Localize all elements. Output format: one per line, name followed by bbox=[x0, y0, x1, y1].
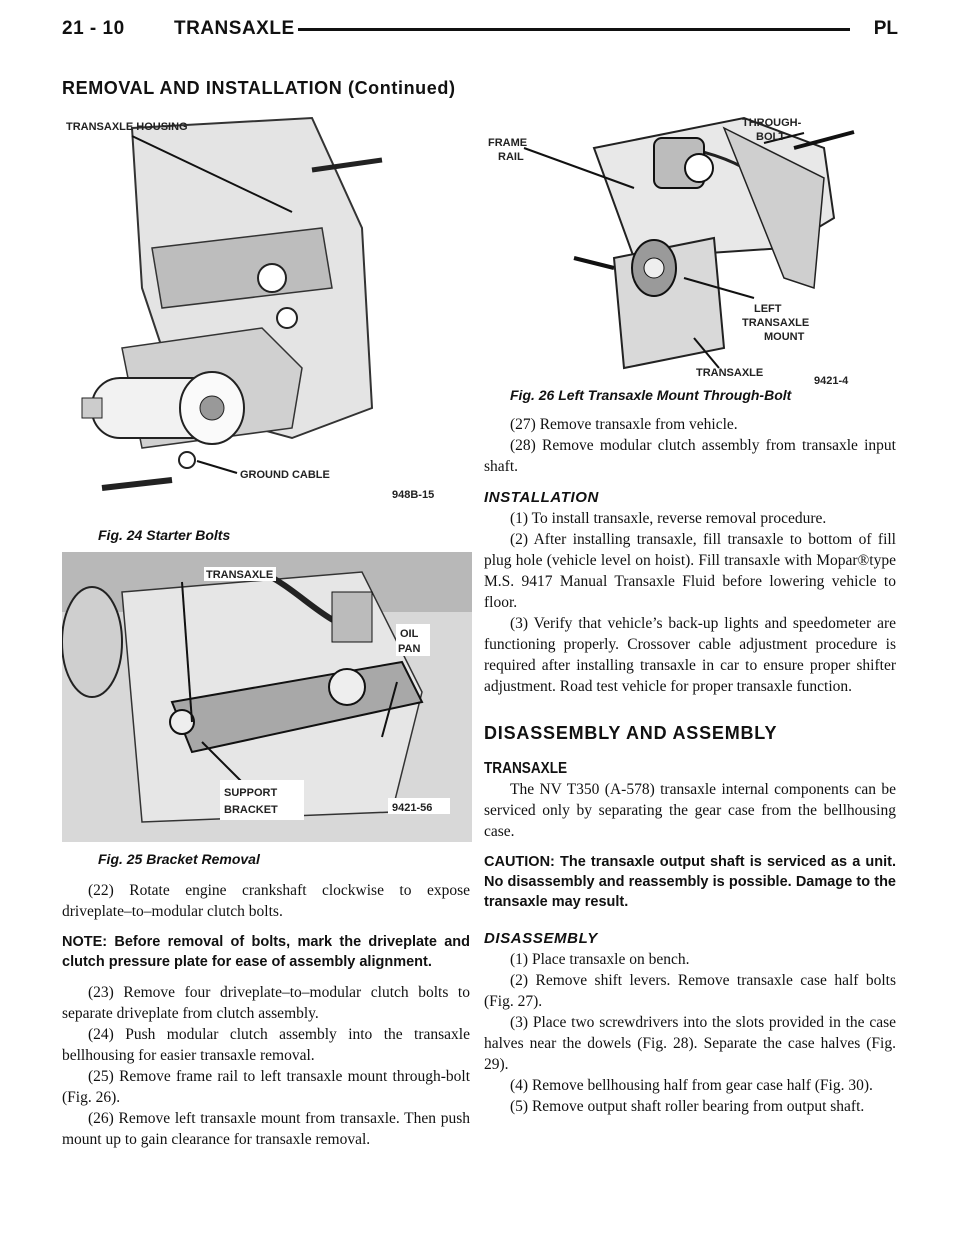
figure-caption: Fig. 25 Bracket Removal bbox=[98, 851, 260, 867]
figure-bracket-removal bbox=[62, 552, 472, 842]
label-frame: FRAME bbox=[488, 137, 528, 149]
step-22: (22) Rotate engine crankshaft clockwise to expose driveplate–to–modular clutch bolts. bbox=[62, 882, 470, 920]
label-transaxle: TRANSAXLE bbox=[696, 367, 764, 379]
starter-bolts-illustration bbox=[62, 108, 472, 518]
step-28: (28) Remove modular clutch assembly from transaxle input shaft. bbox=[484, 437, 896, 475]
label-oil: OIL bbox=[400, 628, 419, 640]
label-transaxle: TRANSAXLE bbox=[206, 569, 274, 581]
section-subheader: REMOVAL AND INSTALLATION (Continued) bbox=[62, 78, 456, 98]
install-step-1: (1) To install transaxle, reverse removal procedure. bbox=[510, 510, 827, 527]
heading-transaxle: TRANSAXLE bbox=[484, 760, 568, 777]
label-through: THROUGH- bbox=[742, 117, 802, 129]
heading-installation: INSTALLATION bbox=[484, 489, 599, 506]
install-step-2: (2) After installing transaxle, fill transaxle to bottom of fill plug hole (vehicle level on hoist). Fill transaxle with Mopar®type M.S. 9417 Manual Transaxle Fluid before lowering vehicle to floor. bbox=[484, 531, 896, 611]
figure-starter-bolts bbox=[62, 108, 472, 518]
figure-caption: Fig. 24 Starter Bolts bbox=[98, 527, 231, 543]
figure-code: 9421-56 bbox=[392, 802, 433, 814]
disassembly-step-3: (3) Place two screwdrivers into the slots provided in the case halves near the dowels (Fig. 28). Separate the case halves (Fig. 29). bbox=[484, 1014, 896, 1073]
right-column bbox=[484, 414, 896, 1117]
label-rail: RAIL bbox=[498, 151, 524, 163]
figure-code: 9421-4 bbox=[814, 375, 849, 387]
header-rule bbox=[298, 28, 850, 31]
section-title: TRANSAXLE bbox=[174, 18, 295, 39]
bracket-removal-illustration bbox=[62, 552, 472, 842]
label-transaxle-housing: TRANSAXLE HOUSING bbox=[66, 121, 188, 133]
label-mount: MOUNT bbox=[764, 331, 805, 343]
disassembly-step-1: (1) Place transaxle on bench. bbox=[510, 951, 690, 968]
left-column bbox=[62, 880, 470, 1150]
disassembly-step-5: (5) Remove output shaft roller bearing from output shaft. bbox=[510, 1098, 865, 1115]
heading-disassembly: DISASSEMBLY bbox=[484, 930, 598, 947]
label-transaxle-mount: TRANSAXLE bbox=[742, 317, 810, 329]
install-step-3: (3) Verify that vehicle’s back-up lights and speedometer are functioning properly. Crossover cable adjustment procedure is required after installing transaxle in car to ensure proper shifter adjustment. Road test vehicle for proper transaxle function. bbox=[484, 615, 896, 695]
figure-code: 948B-15 bbox=[392, 489, 435, 501]
caution-output-shaft: CAUTION: The transaxle output shaft is serviced as a unit. No disassembly and reassembly is possible. Damage to the transaxle may result. bbox=[484, 854, 896, 910]
step-24: (24) Push modular clutch assembly into the transaxle bellhousing for easier transaxle removal. bbox=[62, 1026, 470, 1064]
disassembly-step-2: (2) Remove shift levers. Remove transaxle case half bolts (Fig. 27). bbox=[484, 972, 896, 1010]
transaxle-intro: The NV T350 (A-578) transaxle internal components can be serviced only by separating the gear case from the bellhousing case. bbox=[484, 781, 896, 840]
disassembly-step-4: (4) Remove bellhousing half from gear case half (Fig. 30). bbox=[510, 1077, 873, 1094]
step-27: (27) Remove transaxle from vehicle. bbox=[510, 416, 738, 433]
page-number: 21 - 10 bbox=[62, 18, 125, 39]
heading-disassembly-assembly: DISASSEMBLY AND ASSEMBLY bbox=[484, 723, 778, 743]
label-pan: PAN bbox=[398, 643, 421, 655]
figure-caption: Fig. 26 Left Transaxle Mount Through-Bolt bbox=[510, 387, 792, 403]
through-bolt-illustration bbox=[484, 108, 896, 388]
model-code: PL bbox=[873, 18, 898, 39]
step-23: (23) Remove four driveplate–to–modular clutch bolts to separate driveplate from clutch assembly. bbox=[62, 984, 470, 1022]
step-25: (25) Remove frame rail to left transaxle mount through-bolt (Fig. 26). bbox=[62, 1068, 470, 1106]
label-left: LEFT bbox=[754, 303, 782, 315]
label-bolt: BOLT bbox=[756, 131, 786, 143]
label-support: SUPPORT bbox=[224, 787, 278, 799]
note-mark-driveplate: NOTE: Before removal of bolts, mark the driveplate and clutch pressure plate for ease of assembly alignment. bbox=[62, 934, 470, 970]
label-ground-cable: GROUND CABLE bbox=[240, 469, 330, 481]
label-bracket: BRACKET bbox=[224, 804, 278, 816]
figure-left-mount-through-bolt bbox=[484, 108, 896, 388]
step-26: (26) Remove left transaxle mount from transaxle. Then push mount up to gain clearance for transaxle removal. bbox=[62, 1110, 470, 1148]
page-header bbox=[62, 18, 898, 44]
